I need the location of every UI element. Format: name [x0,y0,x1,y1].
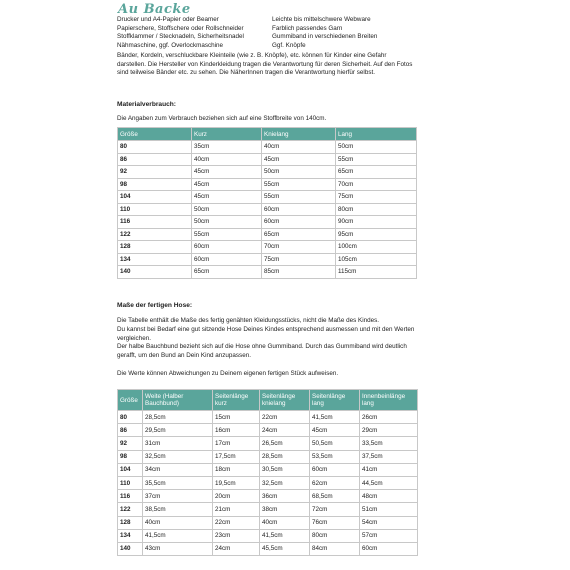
table-row [118,503,418,516]
table-cell: 29cm [360,424,418,437]
table-cell: 55cm [262,178,336,191]
table-cell: 24cm [260,424,310,437]
size-cell: 80 [118,141,192,154]
table-row [118,178,417,191]
table-cell: 90cm [336,216,417,229]
table-cell: 45cm [192,191,262,204]
table-cell: 75cm [336,191,417,204]
material-intro: Die Angaben zum Verbrauch beziehen sich auf eine Stoffbreite von 140cm. [117,115,327,122]
size-cell: 98 [118,450,143,463]
material-heading: Materialverbrauch: [117,101,176,108]
table-cell: 24cm [213,542,260,555]
table-cell: 40cm [262,141,336,154]
table-row [118,241,417,254]
column-header: Weite (Halber Bauchbund) [143,390,213,411]
size-cell: 140 [118,542,143,555]
table-cell: 60cm [192,253,262,266]
table-cell: 32,5cm [143,450,213,463]
size-cell: 122 [118,228,192,241]
size-cell: 122 [118,503,143,516]
table-cell: 62cm [310,476,360,489]
size-cell: 80 [118,411,143,424]
table-cell: 105cm [336,253,417,266]
column-header: Kurz [192,128,262,141]
measure-text-2: Du kannst bei Bedarf eine gut sitzende Hose Deines Kindes entsprechend ausmessen und mit den Werten vergleichen. [117,326,415,342]
table-cell: 20cm [213,490,260,503]
list-item: Nähmaschine, ggf. Overlockmaschine [117,42,224,50]
safety-warning: Bänder, Kordeln, verschluckbare Kleinteile (wie z. B. Knöpfe), etc. können für Kinder eine Gefahr darstellen. Die Hersteller von Kinderkleidung tragen die Verantwortung für deren Sicherheit. Auf den Fotos sind teilweise Bänder etc. zu sehen. Die NäherInnen tragen die Verantwortung hierfür selbst. [117,52,413,77]
table-row [118,166,417,179]
size-cell: 92 [118,437,143,450]
table-cell: 65cm [336,166,417,179]
table-cell: 45cm [262,153,336,166]
table-cell: 50cm [336,141,417,154]
table-cell: 15cm [213,411,260,424]
size-cell: 110 [118,476,143,489]
deviation-text: Die Werte können Abweichungen zu Deinem eigenen fertigen Stück aufweisen. [117,370,339,377]
table-cell: 16cm [213,424,260,437]
table-cell: 45,5cm [260,542,310,555]
table-row [118,450,418,463]
table-cell: 43cm [143,542,213,555]
table-cell: 37cm [143,490,213,503]
table-row [118,516,418,529]
table-cell: 17,5cm [213,450,260,463]
table-cell: 45cm [192,178,262,191]
list-item: Papierschere, Stoffschere oder Rollschneider [117,24,244,32]
column-header: Größe [118,128,192,141]
measure-text-3: Der halbe Bauchbund bezieht sich auf die Hose ohne Gummiband. Durch das Gummiband wird deutlich gerafft, um den Bund an Dein Kind anzupassen. [117,343,407,359]
table-cell: 34cm [143,463,213,476]
table-row [118,203,417,216]
size-cell: 104 [118,463,143,476]
column-header: Knielang [262,128,336,141]
table-cell: 84cm [310,542,360,555]
table-cell: 75cm [262,253,336,266]
table-cell: 100cm [336,241,417,254]
size-cell: 140 [118,266,192,279]
table-cell: 68,5cm [310,490,360,503]
table-cell: 35,5cm [143,476,213,489]
table-cell: 54cm [360,516,418,529]
measure-table [117,389,418,556]
table-cell: 33,5cm [360,437,418,450]
list-item: Stoffklammer / Stecknadeln, Sicherheitsnadel [117,33,244,41]
table-cell: 45cm [192,166,262,179]
table-cell: 18cm [213,463,260,476]
table-cell: 22cm [260,411,310,424]
size-cell: 134 [118,253,192,266]
brand-logo: Au Backe [118,2,191,17]
measure-text-1: Die Tabelle enthält die Maße des fertig genähten Kleidungsstücks, nicht die Maße des Kindes. [117,317,380,324]
table-row [118,463,418,476]
table-cell: 36cm [260,490,310,503]
table-row [118,266,417,279]
table-cell: 28,5cm [143,411,213,424]
table-cell: 30,5cm [260,463,310,476]
table-row [118,141,417,154]
column-header: Lang [336,128,417,141]
table-cell: 70cm [262,241,336,254]
table-row [118,529,418,542]
column-header: Seitenlänge kurz [213,390,260,411]
table-cell: 55cm [336,153,417,166]
table-cell: 44,5cm [360,476,418,489]
table-cell: 60cm [192,241,262,254]
table-cell: 85cm [262,266,336,279]
table-row [118,153,417,166]
column-header: Innenbeinlänge lang [360,390,418,411]
size-cell: 98 [118,178,192,191]
table-row [118,191,417,204]
table-cell: 22cm [213,516,260,529]
table-row [118,216,417,229]
list-item: Ggf. Knöpfe [272,42,306,50]
column-header: Größe [118,390,143,411]
table-cell: 26cm [360,411,418,424]
table-cell: 50,5cm [310,437,360,450]
list-item: Farblich passendes Garn [272,24,343,32]
table-cell: 65cm [192,266,262,279]
table-cell: 55cm [192,228,262,241]
size-cell: 104 [118,191,192,204]
size-cell: 110 [118,203,192,216]
table-row [118,253,417,266]
table-row [118,411,418,424]
table-cell: 50cm [192,203,262,216]
table-cell: 95cm [336,228,417,241]
table-cell: 50cm [262,166,336,179]
list-item: Gummiband in verschiedenen Breiten [272,33,378,41]
table-cell: 55cm [262,191,336,204]
table-row [118,437,418,450]
table-row [118,476,418,489]
table-cell: 80cm [310,529,360,542]
table-cell: 60cm [262,216,336,229]
table-row [118,542,418,555]
size-cell: 116 [118,490,143,503]
table-cell: 45cm [310,424,360,437]
size-cell: 116 [118,216,192,229]
table-cell: 65cm [262,228,336,241]
table-cell: 60cm [310,463,360,476]
list-item: Leichte bis mittelschwere Webware [272,16,371,23]
table-cell: 41,5cm [143,529,213,542]
table-cell: 115cm [336,266,417,279]
materials-list-right [272,16,377,51]
table-header-row [118,128,417,141]
table-cell: 60cm [262,203,336,216]
table-cell: 23cm [213,529,260,542]
size-cell: 128 [118,241,192,254]
table-cell: 28,5cm [260,450,310,463]
table-cell: 48cm [360,490,418,503]
table-cell: 40cm [260,516,310,529]
table-cell: 41,5cm [260,529,310,542]
measure-heading: Maße der fertigen Hose: [117,302,193,309]
table-cell: 32,5cm [260,476,310,489]
size-cell: 128 [118,516,143,529]
table-cell: 80cm [336,203,417,216]
table-cell: 76cm [310,516,360,529]
table-cell: 72cm [310,503,360,516]
table-cell: 51cm [360,503,418,516]
table-cell: 57cm [360,529,418,542]
table-row [118,228,417,241]
table-header-row [118,390,418,411]
table-row [118,424,418,437]
table-cell: 17cm [213,437,260,450]
table-cell: 35cm [192,141,262,154]
table-cell: 41,5cm [310,411,360,424]
column-header: Seitenlänge lang [310,390,360,411]
size-cell: 92 [118,166,192,179]
size-cell: 134 [118,529,143,542]
materials-list-left [117,16,244,51]
size-cell: 86 [118,153,192,166]
table-cell: 38,5cm [143,503,213,516]
table-cell: 26,5cm [260,437,310,450]
table-cell: 60cm [360,542,418,555]
table-cell: 40cm [192,153,262,166]
table-cell: 38cm [260,503,310,516]
column-header: Seitenlänge knielang [260,390,310,411]
size-cell: 86 [118,424,143,437]
table-cell: 37,5cm [360,450,418,463]
material-table [117,127,417,279]
table-cell: 19,5cm [213,476,260,489]
list-item: Drucker und A4-Papier oder Beamer [117,16,219,23]
table-cell: 31cm [143,437,213,450]
table-cell: 50cm [192,216,262,229]
table-cell: 21cm [213,503,260,516]
table-row [118,490,418,503]
table-cell: 29,5cm [143,424,213,437]
table-cell: 40cm [143,516,213,529]
table-cell: 70cm [336,178,417,191]
table-cell: 41cm [360,463,418,476]
table-cell: 53,5cm [310,450,360,463]
